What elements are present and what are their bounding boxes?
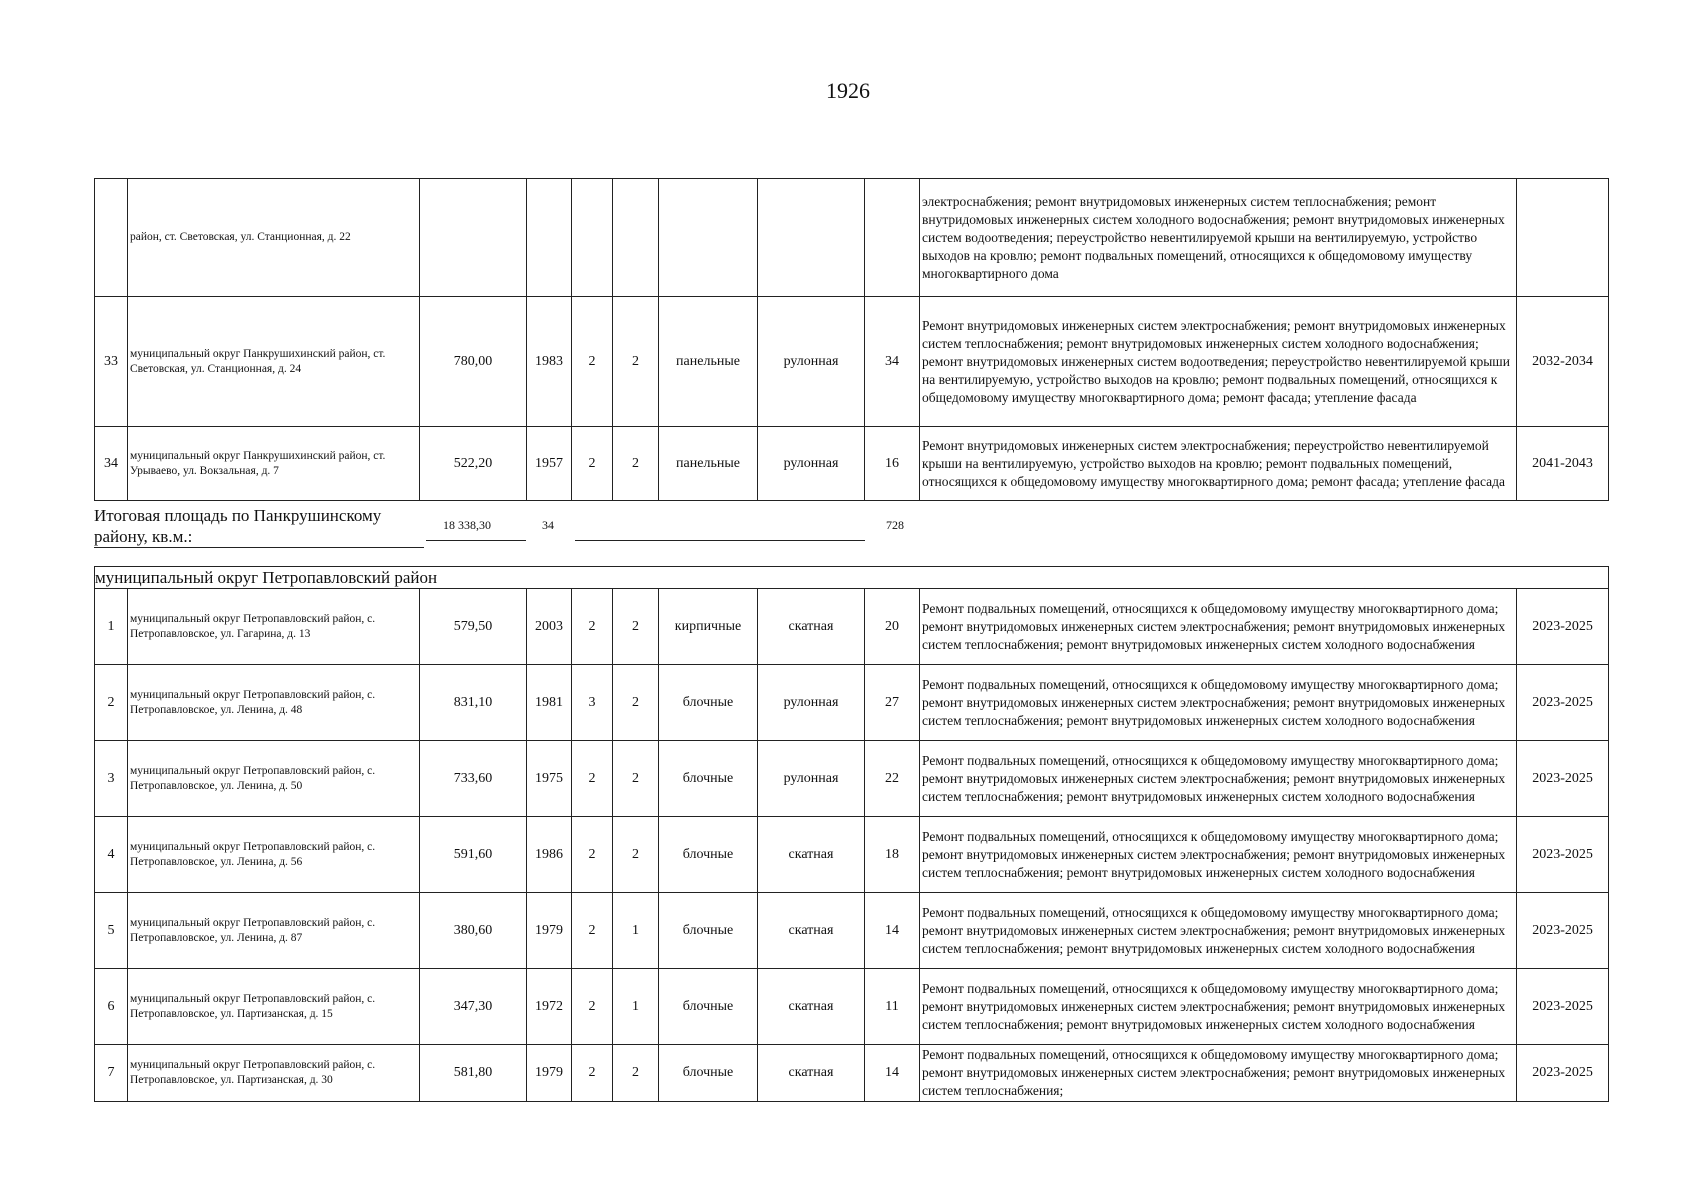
period-cell: 2041-2043: [1517, 427, 1609, 501]
row-number: [95, 179, 128, 297]
floors-cell: 3: [572, 665, 613, 741]
period-cell: [1517, 179, 1609, 297]
address-cell: муниципальный округ Панкрушихинский район, ст. Урываево, ул. Вокзальная, д. 7: [128, 427, 420, 501]
apartments-cell: 34: [865, 297, 920, 427]
floors-cell: 2: [572, 741, 613, 817]
works-cell: Ремонт подвальных помещений, относящихся к общедомовому имуществу многоквартирного дома; ремонт внутридомовых инженерных систем электроснабжения; ремонт внутридомовых инженерных систем теплоснабжения; ремонт внутридомовых инженерных систем холодного водоснабжения: [920, 969, 1517, 1045]
floors-cell: 2: [572, 893, 613, 969]
works-cell: Ремонт подвальных помещений, относящихся к общедомовому имуществу многоквартирного дома; ремонт внутридомовых инженерных систем электроснабжения; ремонт внутридомовых инженерных систем теплоснабжения; ремонт внутридомовых инженерных систем холодного водоснабжения: [920, 817, 1517, 893]
table-row: [95, 1045, 1609, 1102]
entrances-cell: 2: [613, 741, 659, 817]
period-cell: 2023-2025: [1517, 817, 1609, 893]
area-cell: 579,50: [420, 589, 527, 665]
roof-cell: [758, 179, 865, 297]
area-cell: 380,60: [420, 893, 527, 969]
page-number: 1926: [826, 78, 870, 103]
table-row: [95, 297, 1609, 427]
address-cell: муниципальный округ Петропавловский район, с. Петропавловское, ул. Гагарина, д. 13: [128, 589, 420, 665]
area-cell: 347,30: [420, 969, 527, 1045]
walls-cell: блочные: [659, 665, 758, 741]
entrances-cell: 2: [613, 427, 659, 501]
year-cell: 1972: [527, 969, 572, 1045]
entrances-cell: 2: [613, 589, 659, 665]
apartments-cell: 16: [865, 427, 920, 501]
works-cell: Ремонт подвальных помещений, относящихся к общедомовому имуществу многоквартирного дома; ремонт внутридомовых инженерных систем электроснабжения; ремонт внутридомовых инженерных систем теплоснабжения;: [920, 1045, 1517, 1102]
apartments-cell: [865, 179, 920, 297]
floors-cell: 2: [572, 817, 613, 893]
entrances-cell: 2: [613, 665, 659, 741]
summary-count: 34: [542, 518, 554, 532]
works-cell: Ремонт подвальных помещений, относящихся к общедомовому имуществу многоквартирного дома; ремонт внутридомовых инженерных систем электроснабжения; ремонт внутридомовых инженерных систем теплоснабжения; ремонт внутридомовых инженерных систем холодного водоснабжения: [920, 893, 1517, 969]
walls-cell: панельные: [659, 297, 758, 427]
apartments-cell: 14: [865, 893, 920, 969]
address-cell: муниципальный округ Петропавловский район, с. Петропавловское, ул. Партизанская, д. 30: [128, 1045, 420, 1102]
year-cell: 1957: [527, 427, 572, 501]
entrances-cell: [613, 179, 659, 297]
works-cell: Ремонт подвальных помещений, относящихся к общедомовому имуществу многоквартирного дома; ремонт внутридомовых инженерных систем электроснабжения; ремонт внутридомовых инженерных систем теплоснабжения; ремонт внутридомовых инженерных систем холодного водоснабжения: [920, 741, 1517, 817]
apartments-cell: 18: [865, 817, 920, 893]
entrances-cell: 2: [613, 817, 659, 893]
apartments-cell: 20: [865, 589, 920, 665]
table-pankrushikha: [94, 178, 1609, 501]
roof-cell: скатная: [758, 589, 865, 665]
year-cell: 1981: [527, 665, 572, 741]
works-cell: Ремонт внутридомовых инженерных систем электроснабжения; ремонт внутридомовых инженерных систем теплоснабжения; ремонт внутридомовых инженерных систем холодного водоснабжения; ремонт внутридомовых инженерных систем водоотведения; переустройство невентилируемой крыши на вентилируемую, устройство выходов на кровлю; ремонт подвальных помещений, относящихся к общедомовому имуществу многоквартирного дома; ремонт фасада; утепление фасада: [920, 297, 1517, 427]
roof-cell: скатная: [758, 817, 865, 893]
walls-cell: [659, 179, 758, 297]
area-cell: 522,20: [420, 427, 527, 501]
table-row: [95, 589, 1609, 665]
table-row: [95, 179, 1609, 297]
floors-cell: 2: [572, 1045, 613, 1102]
table-row: [95, 893, 1609, 969]
entrances-cell: 1: [613, 893, 659, 969]
apartments-cell: 27: [865, 665, 920, 741]
row-number: 33: [95, 297, 128, 427]
entrances-cell: 1: [613, 969, 659, 1045]
row-number: 7: [95, 1045, 128, 1102]
walls-cell: блочные: [659, 1045, 758, 1102]
summary-label: Итоговая площадь по Панкрушинскому району, кв.м.:: [94, 505, 424, 548]
period-cell: 2023-2025: [1517, 1045, 1609, 1102]
entrances-cell: 2: [613, 297, 659, 427]
period-cell: 2023-2025: [1517, 893, 1609, 969]
apartments-cell: 14: [865, 1045, 920, 1102]
row-number: 5: [95, 893, 128, 969]
entrances-cell: 2: [613, 1045, 659, 1102]
year-cell: [527, 179, 572, 297]
year-cell: 1979: [527, 1045, 572, 1102]
address-cell: муниципальный округ Петропавловский район, с. Петропавловское, ул. Ленина, д. 50: [128, 741, 420, 817]
works-cell: Ремонт внутридомовых инженерных систем электроснабжения; переустройство невентилируемой крыши на вентилируемую, устройство выходов на кровлю; ремонт подвальных помещений, относящихся к общедомовому имуществу многоквартирного дома; ремонт фасада; утепление фасада: [920, 427, 1517, 501]
period-cell: 2023-2025: [1517, 741, 1609, 817]
period-cell: 2023-2025: [1517, 589, 1609, 665]
walls-cell: блочные: [659, 893, 758, 969]
summary-count-underline: [575, 540, 865, 541]
year-cell: 1975: [527, 741, 572, 817]
period-cell: 2023-2025: [1517, 665, 1609, 741]
summary-area: 18 338,30: [443, 518, 491, 532]
floors-cell: 2: [572, 969, 613, 1045]
area-cell: 591,60: [420, 817, 527, 893]
walls-cell: панельные: [659, 427, 758, 501]
floors-cell: [572, 179, 613, 297]
works-cell: Ремонт подвальных помещений, относящихся к общедомовому имуществу многоквартирного дома; ремонт внутридомовых инженерных систем электроснабжения; ремонт внутридомовых инженерных систем теплоснабжения; ремонт внутридомовых инженерных систем холодного водоснабжения: [920, 589, 1517, 665]
roof-cell: рулонная: [758, 665, 865, 741]
floors-cell: 2: [572, 297, 613, 427]
roof-cell: скатная: [758, 969, 865, 1045]
walls-cell: кирпичные: [659, 589, 758, 665]
walls-cell: блочные: [659, 969, 758, 1045]
section-title: муниципальный округ Петропавловский район: [95, 567, 1609, 589]
area-cell: 780,00: [420, 297, 527, 427]
row-number: 3: [95, 741, 128, 817]
roof-cell: рулонная: [758, 427, 865, 501]
address-cell: муниципальный округ Панкрушихинский район, ст. Световская, ул. Станционная, д. 24: [128, 297, 420, 427]
floors-cell: 2: [572, 589, 613, 665]
row-number: 4: [95, 817, 128, 893]
table-petropavlovsk: [94, 566, 1609, 1102]
area-cell: 581,80: [420, 1045, 527, 1102]
summary-apartments: 728: [886, 518, 904, 532]
address-cell: муниципальный округ Петропавловский район, с. Петропавловское, ул. Ленина, д. 87: [128, 893, 420, 969]
year-cell: 1986: [527, 817, 572, 893]
row-number: 34: [95, 427, 128, 501]
table-row: [95, 427, 1609, 501]
table-row: [95, 741, 1609, 817]
address-cell: муниципальный округ Петропавловский район, с. Петропавловское, ул. Ленина, д. 48: [128, 665, 420, 741]
apartments-cell: 22: [865, 741, 920, 817]
row-number: 2: [95, 665, 128, 741]
row-number: 1: [95, 589, 128, 665]
year-cell: 1983: [527, 297, 572, 427]
walls-cell: блочные: [659, 741, 758, 817]
roof-cell: рулонная: [758, 741, 865, 817]
row-number: 6: [95, 969, 128, 1045]
period-cell: 2023-2025: [1517, 969, 1609, 1045]
year-cell: 1979: [527, 893, 572, 969]
address-cell: муниципальный округ Петропавловский район, с. Петропавловское, ул. Ленина, д. 56: [128, 817, 420, 893]
works-cell: электроснабжения; ремонт внутридомовых инженерных систем теплоснабжения; ремонт внутридомовых инженерных систем холодного водоснабжения; ремонт внутридомовых инженерных систем водоотведения; переустройство невентилируемой крыши на вентилируемую, устройство выходов на кровлю; ремонт подвальных помещений, относящихся к общедомовому имуществу многоквартирного дома: [920, 179, 1517, 297]
period-cell: 2032-2034: [1517, 297, 1609, 427]
works-cell: Ремонт подвальных помещений, относящихся к общедомовому имуществу многоквартирного дома; ремонт внутридомовых инженерных систем электроснабжения; ремонт внутридомовых инженерных систем теплоснабжения; ремонт внутридомовых инженерных систем холодного водоснабжения: [920, 665, 1517, 741]
floors-cell: 2: [572, 427, 613, 501]
area-cell: [420, 179, 527, 297]
year-cell: 2003: [527, 589, 572, 665]
roof-cell: скатная: [758, 1045, 865, 1102]
area-cell: 831,10: [420, 665, 527, 741]
section-header-row: [95, 567, 1609, 589]
roof-cell: скатная: [758, 893, 865, 969]
apartments-cell: 11: [865, 969, 920, 1045]
address-cell: район, ст. Световская, ул. Станционная, д. 22: [128, 179, 420, 297]
table-row: [95, 817, 1609, 893]
address-cell: муниципальный округ Петропавловский район, с. Петропавловское, ул. Партизанская, д. 15: [128, 969, 420, 1045]
roof-cell: рулонная: [758, 297, 865, 427]
summary-area-underline: [426, 540, 526, 541]
area-cell: 733,60: [420, 741, 527, 817]
walls-cell: блочные: [659, 817, 758, 893]
table-row: [95, 969, 1609, 1045]
table-row: [95, 665, 1609, 741]
